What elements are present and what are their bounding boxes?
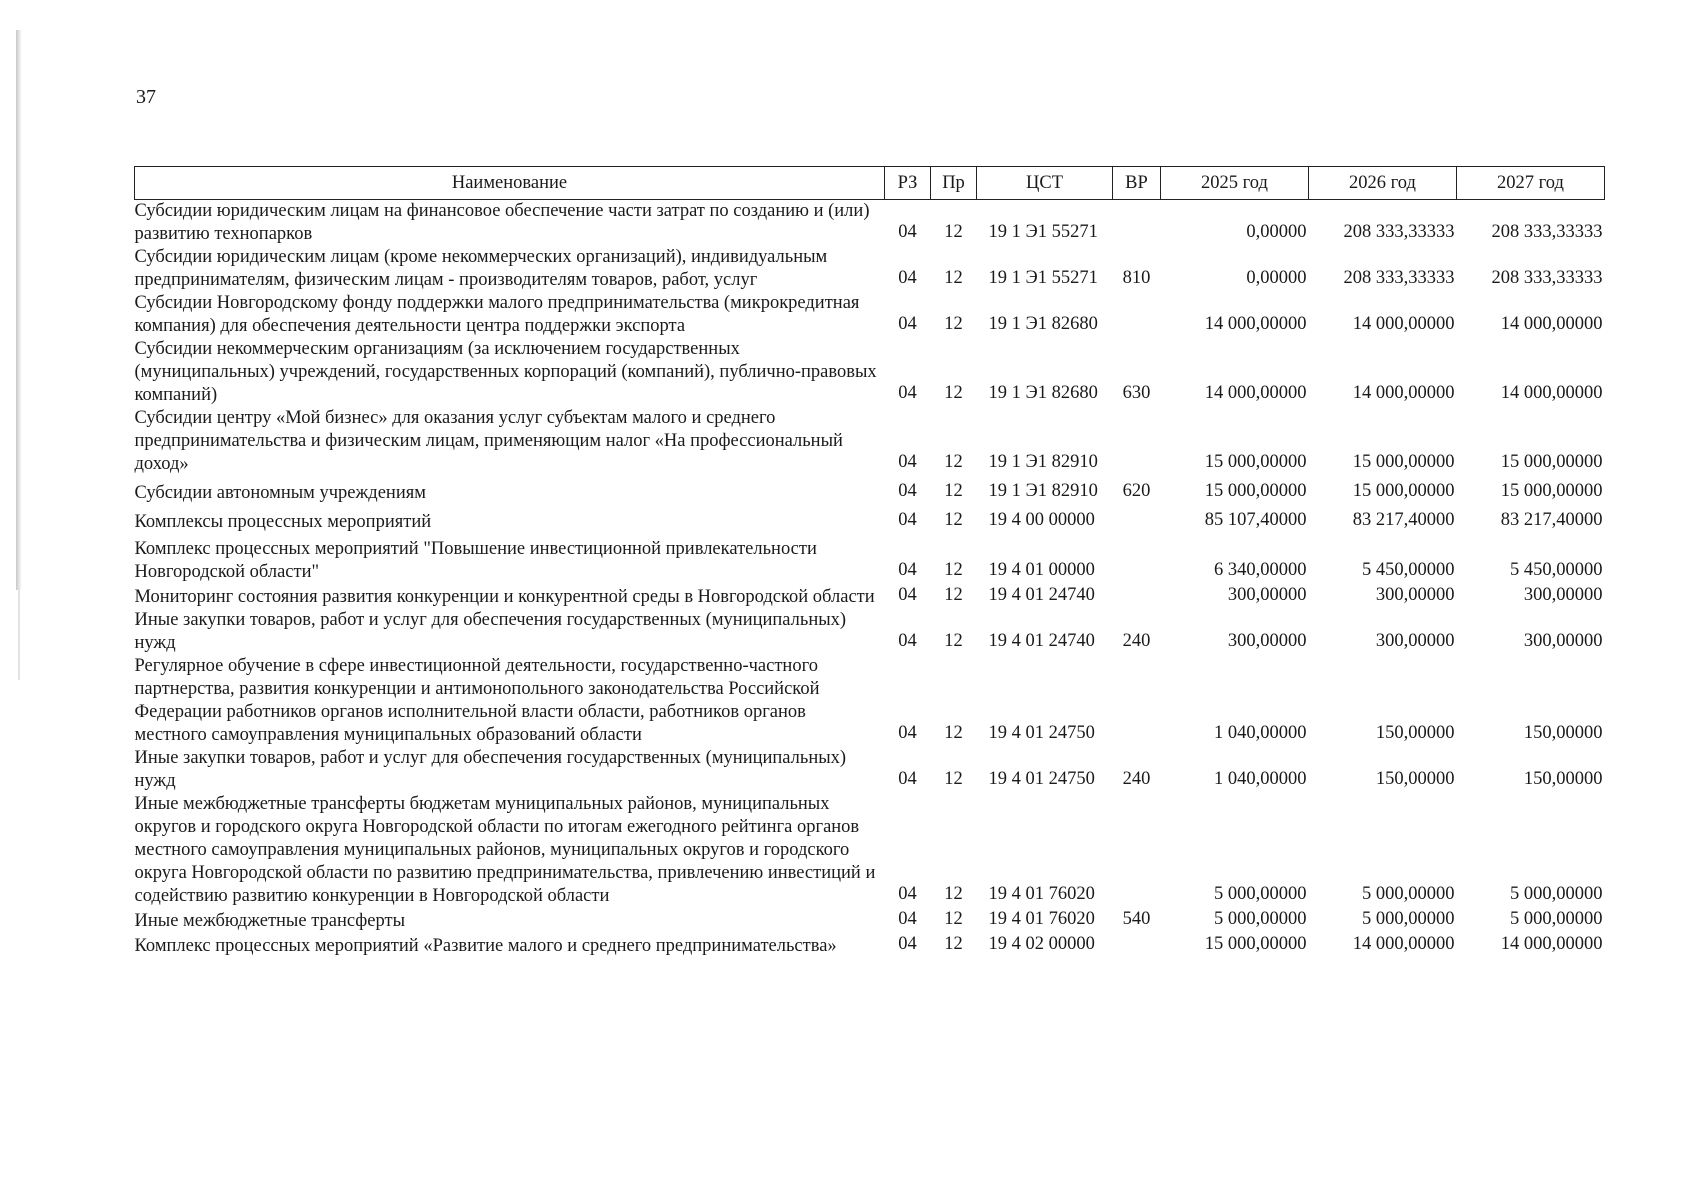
cell-cst: 19 1 Э1 82910 [988,481,1098,501]
cell-vr [1113,407,1161,476]
cell-2026: 14 000,00000 [1352,383,1455,403]
cell-2025: 15 000,00000 [1204,452,1307,472]
cell-cst: 19 1 Э1 82680 [988,314,1098,334]
cell-2027: 300,00000 [1523,631,1603,651]
cell-name: Комплекс процессных мероприятий "Повышение инвестиционной привлекательности Новгородской области" [134,539,817,582]
cell-2026: 15 000,00000 [1352,452,1455,472]
header-cst: ЦСТ [977,167,1113,200]
cell-2026: 300,00000 [1375,585,1455,605]
cell-cst: 19 1 Э1 82910 [988,452,1098,472]
cell-vr [1113,200,1161,247]
cell-name: Комплексы процессных мероприятий [134,512,432,532]
cell-vr [1113,655,1161,747]
cell-2026: 5 000,00000 [1362,884,1455,904]
cell-rz: 04 [898,481,917,501]
cell-rz: 04 [898,723,917,743]
cell-2027: 15 000,00000 [1500,481,1603,501]
table-row [135,476,1605,505]
cell-name: Комплекс процессных мероприятий «Развитие малого и среднего предпринимательства» [134,936,837,956]
cell-2025: 5 000,00000 [1214,909,1307,929]
scan-edge-shadow-lower [18,590,20,680]
cell-2026: 150,00000 [1375,723,1455,743]
cell-pr: 12 [944,268,963,288]
cell-2025: 300,00000 [1227,585,1307,605]
cell-2025: 1 040,00000 [1214,723,1307,743]
cell-2025: 0,00000 [1246,222,1307,242]
cell-2027: 208 333,33333 [1491,268,1603,288]
cell-2025: 85 107,40000 [1204,510,1307,530]
cell-vr [1113,933,1161,958]
cell-pr: 12 [944,560,963,580]
cell-name: Регулярное обучение в сфере инвестиционной деятельности, государственно-частного партнерства, развития конкуренции и антимонопольного законодательства Российской Федерации работников органов исполнительной власти области, работников органов местного самоуправления муниципальных образований области [134,656,820,745]
cell-vr: 240 [1122,769,1151,789]
table-body [135,200,1605,959]
cell-vr: 240 [1122,631,1151,651]
cell-rz: 04 [898,560,917,580]
cell-cst: 19 4 01 24740 [988,585,1095,605]
cell-pr: 12 [944,934,963,954]
header-row [135,167,1605,200]
cell-name: Иные межбюджетные трансферты бюджетам муниципальных районов, муниципальных округов и городского округа Новгородской области по итогам ежегодного рейтинга органов местного самоуправления муниципальных районов, муниципальных округов и городского округа Новгородской области по развитию предпринимательства, привлечению инвестиций и содействию развитию конкуренции в Новгородской области [134,794,876,906]
cell-name: Субсидии центру «Мой бизнес» для оказания услуг субъектам малого и среднего предпринимательства и физическим лицам, применяющим налог «На профессиональный доход» [134,408,843,474]
cell-cst: 19 1 Э1 55271 [988,222,1098,242]
cell-2026: 14 000,00000 [1352,314,1455,334]
table-row [135,747,1605,793]
cell-pr: 12 [944,452,963,472]
cell-pr: 12 [944,909,963,929]
header-rz: РЗ [885,167,931,200]
cell-cst: 19 4 01 76020 [988,909,1095,929]
cell-cst: 19 1 Э1 55271 [988,268,1098,288]
cell-pr: 12 [944,481,963,501]
cell-2025: 5 000,00000 [1214,884,1307,904]
cell-2025: 300,00000 [1227,631,1307,651]
cell-2027: 5 450,00000 [1510,560,1603,580]
table-row [135,200,1605,247]
cell-vr: 810 [1122,268,1151,288]
cell-2026: 208 333,33333 [1343,222,1455,242]
cell-2027: 150,00000 [1523,769,1603,789]
cell-name: Субсидии юридическим лицам на финансовое обеспечение части затрат по созданию и (или) развитию технопарков [134,201,870,244]
cell-vr: 620 [1122,481,1151,501]
cell-name: Субсидии автономным учреждениям [134,483,426,503]
cell-vr [1113,505,1161,534]
cell-2027: 15 000,00000 [1500,452,1603,472]
table-row [135,407,1605,476]
cell-cst: 19 4 01 00000 [988,560,1095,580]
cell-name: Иные закупки товаров, работ и услуг для обеспечения государственных (муниципальных) нужд [134,610,847,653]
cell-2025: 6 340,00000 [1214,560,1307,580]
cell-2027: 14 000,00000 [1500,934,1603,954]
cell-2026: 5 000,00000 [1362,909,1455,929]
cell-2027: 300,00000 [1523,585,1603,605]
cell-rz: 04 [898,585,917,605]
budget-table-container [134,166,1604,958]
table-row [135,505,1605,534]
cell-rz: 04 [898,383,917,403]
cell-2026: 5 450,00000 [1362,560,1455,580]
cell-2027: 150,00000 [1523,723,1603,743]
table-row [135,246,1605,292]
cell-rz: 04 [898,934,917,954]
cell-2027: 5 000,00000 [1510,909,1603,929]
cell-cst: 19 4 01 24740 [988,631,1095,651]
cell-vr: 630 [1122,383,1151,403]
cell-rz: 04 [898,884,917,904]
header-name: Наименование [135,167,885,200]
table-row [135,609,1605,655]
table-row [135,534,1605,584]
cell-vr [1113,292,1161,338]
cell-2025: 1 040,00000 [1214,769,1307,789]
cell-2027: 14 000,00000 [1500,314,1603,334]
cell-vr: 540 [1122,909,1151,929]
cell-name: Субсидии некоммерческим организациям (за исключением государственных (муниципальных) учреждений, государственных корпораций (компаний), публично-правовых компаний) [134,339,877,405]
cell-cst: 19 1 Э1 82680 [988,383,1098,403]
cell-cst: 19 4 01 24750 [988,723,1095,743]
header-vr: ВР [1113,167,1161,200]
table-row [135,584,1605,609]
cell-name: Мониторинг состояния развития конкуренции и конкурентной среды в Новгородской области [134,587,875,607]
cell-name: Субсидии Новгородскому фонду поддержки малого предпринимательства (микрокредитная компания) для обеспечения деятельности центра поддержки экспорта [134,293,860,336]
cell-cst: 19 4 01 24750 [988,769,1095,789]
cell-vr [1113,534,1161,584]
cell-2026: 208 333,33333 [1343,268,1455,288]
cell-pr: 12 [944,769,963,789]
cell-pr: 12 [944,510,963,530]
cell-rz: 04 [898,268,917,288]
cell-2025: 14 000,00000 [1204,383,1307,403]
cell-name: Иные закупки товаров, работ и услуг для обеспечения государственных (муниципальных) нужд [134,748,847,791]
cell-2027: 14 000,00000 [1500,383,1603,403]
cell-rz: 04 [898,314,917,334]
table-row [135,933,1605,958]
table-row [135,655,1605,747]
cell-pr: 12 [944,383,963,403]
table-row [135,793,1605,908]
cell-pr: 12 [944,884,963,904]
cell-2025: 14 000,00000 [1204,314,1307,334]
cell-2027: 208 333,33333 [1491,222,1603,242]
cell-vr [1113,584,1161,609]
cell-pr: 12 [944,314,963,334]
cell-2025: 15 000,00000 [1204,481,1307,501]
cell-2026: 300,00000 [1375,631,1455,651]
cell-2025: 0,00000 [1246,268,1307,288]
cell-pr: 12 [944,222,963,242]
cell-name: Иные межбюджетные трансферты [134,911,406,931]
cell-2026: 15 000,00000 [1352,481,1455,501]
cell-rz: 04 [898,222,917,242]
cell-rz: 04 [898,769,917,789]
table-header [135,167,1605,200]
budget-table [134,166,1605,958]
table-row [135,338,1605,407]
cell-cst: 19 4 01 76020 [988,884,1095,904]
header-2025: 2025 год [1161,167,1309,200]
cell-pr: 12 [944,585,963,605]
scan-edge-shadow [16,30,22,590]
cell-pr: 12 [944,631,963,651]
cell-cst: 19 4 00 00000 [988,510,1095,530]
table-row [135,292,1605,338]
cell-rz: 04 [898,452,917,472]
cell-rz: 04 [898,510,917,530]
cell-cst: 19 4 02 00000 [988,934,1095,954]
cell-vr [1113,793,1161,908]
page-number: 37 [136,86,156,108]
cell-2025: 15 000,00000 [1204,934,1307,954]
cell-pr: 12 [944,723,963,743]
header-2026: 2026 год [1309,167,1457,200]
cell-2026: 150,00000 [1375,769,1455,789]
cell-2027: 83 217,40000 [1500,510,1603,530]
header-pr: Пр [931,167,977,200]
cell-rz: 04 [898,631,917,651]
cell-2026: 14 000,00000 [1352,934,1455,954]
table-row [135,908,1605,933]
cell-2026: 83 217,40000 [1352,510,1455,530]
cell-name: Субсидии юридическим лицам (кроме некоммерческих организаций), индивидуальным предпринимателям, физическим лицам - производителям товаров, работ, услуг [134,247,828,290]
cell-rz: 04 [898,909,917,929]
cell-2027: 5 000,00000 [1510,884,1603,904]
header-2027: 2027 год [1457,167,1605,200]
